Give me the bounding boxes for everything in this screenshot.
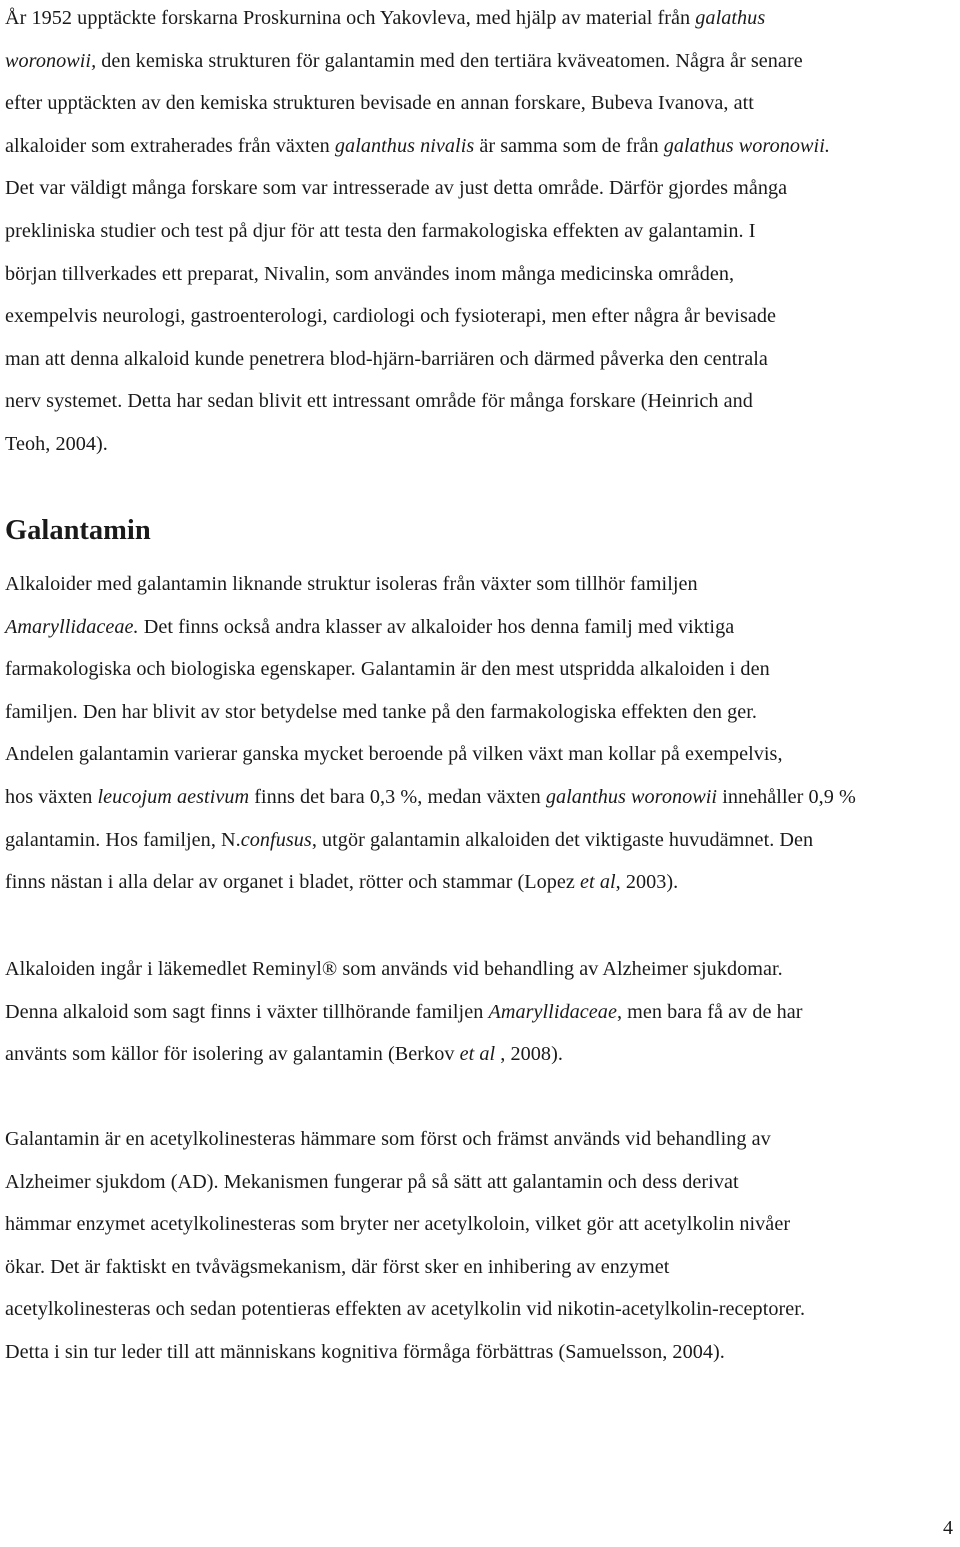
text-line: hämmar enzymet acetylkolinesteras som bryter ner acetylkoloin, vilket gör att acetylkolin nivåer [5,1213,791,1236]
text-line: använts som källor för isolering av galantamin (Berkov et al , 2008). [5,1043,563,1066]
italic-term: Amaryllidaceae. [5,615,139,638]
text-line: År 1952 upptäckte forskarna Proskurnina och Yakovleva, med hjälp av material från galathus [5,7,766,29]
text-line: Detta i sin tur leder till att människans kognitiva förmåga förbättras (Samuelsson, 2004). [5,1340,725,1363]
italic-term: woronowii, [5,49,97,72]
italic-term: et al [580,871,616,894]
text-line: woronowii, den kemiska strukturen för galantamin med den tertiära kväveatomen. Några år senare [5,49,803,72]
text-line: alkaloider som extraherades från växten galanthus nivalis är samma som de från galathus woronowii. [5,134,830,157]
paragraph-history [5,0,960,466]
text-line: Alzheimer sjukdom (AD). Mekanismen fungerar på så sätt att galantamin och dess derivat [5,1170,739,1193]
paragraph-family [5,563,960,904]
text-line: farmakologiska och biologiska egenskaper. Galantamin är den mest utspridda alkaloiden i den [5,658,770,681]
italic-term: confusus [240,828,312,851]
text-line: efter upptäckten av den kemiska strukturen bevisade en annan forskare, Bubeva Ivanova, att [5,92,754,115]
paragraph-mechanism [5,1118,960,1374]
text-line: Alkaloiden ingår i läkemedlet Reminyl® som används vid behandling av Alzheimer sjukdomar. [5,958,783,980]
text-line: acetylkolinesteras och sedan potentieras effekten av acetylkolin vid nikotin-acetylkolin-receptorer. [5,1298,806,1321]
page-number: 4 [943,1517,953,1539]
italic-term: Amaryllidaceae [488,1000,617,1023]
text-line: Amaryllidaceae. Det finns också andra klasser av alkaloider hos denna familj med viktiga [5,615,735,638]
text-line: Denna alkaloid som sagt finns i växter tillhörande familjen Amaryllidaceae, men bara få av de har [5,1000,803,1023]
italic-term: leucojum aestivum [97,785,250,808]
text-line: början tillverkades ett preparat, Nivalin, som användes inom många medicinska områden, [5,262,735,285]
italic-term: galathus [695,7,766,29]
text-line: nerv systemet. Detta har sedan blivit ett intressant område för många forskare (Heinrich and [5,390,753,413]
text-line: Galantamin är en acetylkolinesteras hämmare som först och främst används vid behandling av [5,1128,771,1150]
italic-term: galathus woronowii. [663,134,830,157]
italic-term: et al [459,1043,496,1066]
text-line: finns nästan i alla delar av organet i bladet, rötter och stammar (Lopez et al, 2003). [5,871,679,894]
text-line: familjen. Den har blivit av stor betydelse med tanke på den farmakologiska effekten den ger. [5,700,758,723]
text-line: prekliniska studier och test på djur för att testa den farmakologiska effekten av galantamin. I [5,219,756,242]
section-heading-galantamin: Galantamin [5,515,151,546]
text-line: exempelvis neurologi, gastroenterologi, cardiologi och fysioterapi, men efter några år bevisade [5,305,777,328]
text-line: hos växten leucojum aestivum finns det bara 0,3 %, medan växten galanthus woronowii innehåller 0,9 % [5,785,856,808]
paragraph-reminyl [5,948,960,1076]
text-line: Alkaloider med galantamin liknande struktur isoleras från växter som tillhör familjen [5,573,698,595]
italic-term: galanthus nivalis [334,134,475,157]
italic-term: galanthus woronowii [545,785,718,808]
text-line: Det var väldigt många forskare som var intresserade av just detta område. Därför gjordes många [5,177,788,200]
text-line: galantamin. Hos familjen, N.confusus, utgör galantamin alkaloiden det viktigaste huvudämnet. Den [5,828,814,851]
text-line: man att denna alkaloid kunde penetrera blod-hjärn-barriären och därmed påverka den centrala [5,347,768,370]
text-line: Andelen galantamin varierar ganska mycket beroende på vilken växt man kollar på exempelvis, [5,743,783,766]
text-line: Teoh, 2004). [5,432,108,455]
text-line: ökar. Det är faktiskt en tvåvägsmekanism, där först sker en inhibering av enzymet [5,1255,670,1278]
